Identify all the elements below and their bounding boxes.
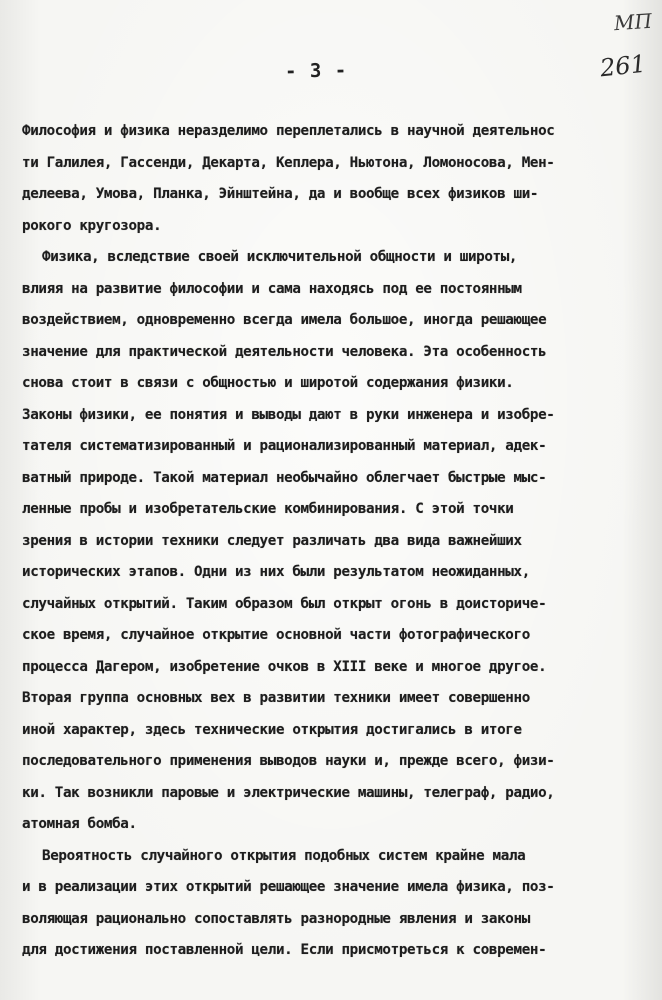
archive-stamp: МП [613,8,653,36]
text-line: Вторая группа основных вех в развитии техники имеет совершенно [22,690,530,706]
text-line: ское время, случайное открытие основной части фотографического [22,627,530,643]
text-line: Вероятность случайного открытия подобных систем крайне мала [42,847,526,864]
text-line: ки. Так возникли паровые и электрические машины, телеграф, радио, [22,784,555,801]
text-line: Философия и физика неразделимо переплетались в научной деятельнос [22,123,555,139]
text-line: делеева, Умова, Планка, Эйнштейна, да и вообще всех физиков ши- [22,186,539,202]
text-line: тателя систематизированный и рационализированный материал, адек- [22,438,547,454]
text-line: значение для практической деятельности человека. Эта особенность [22,343,547,360]
text-line: воляющая рационально сопоставлять разнородные явления и законы [22,910,530,927]
page-number: - 3 - [284,59,348,83]
text-line: случайных открытий. Таким образом был открыт огонь в доисториче- [22,595,547,612]
text-line: зрения в истории техники следует различать два вида важнейших [22,532,522,549]
text-line: рокого кругозора. [22,217,162,234]
document-body [22,116,662,967]
text-line: процесса Дагером, изобретение очков в XIII веке и многое другое. [22,658,547,675]
text-line: Физика, вследствие своей исключительной общности и широты, [42,249,518,265]
text-line: для достижения поставленной цели. Если присмотреться к современ- [22,942,547,958]
text-line: Законы физики, ее понятия и выводы дают в руки инженера и изобре- [22,406,555,423]
text-line: ленные пробы и изобретательские комбинирования. С этой точки [22,501,514,517]
text-line: атомная бомба. [22,816,137,832]
text-line: исторических этапов. Одни из них были результатом неожиданных, [22,564,530,580]
text-line: ватный природе. Такой материал необычайно облегчает быстрые мыс- [22,469,547,486]
text-line: последовательного применения выводов науки и, прежде всего, физи- [22,753,555,769]
text-line: влияя на развитие философии и сама находясь под ее постоянным [22,280,522,297]
text-line: воздействием, одновременно всегда имела большое, иногда решающее [22,312,547,328]
text-line: иной характер, здесь технические открытия достигались в итоге [22,721,522,738]
text-line: и в реализации этих открытий решающее значение имела физика, поз- [22,879,555,895]
text-line: ти Галилея, Гассенди, Декарта, Кеплера, Ньютона, Ломоносова, Мен- [22,154,555,171]
archive-page-number: 261 [598,49,648,83]
text-line: снова стоит в связи с общностью и широтой содержания физики. [22,375,514,391]
